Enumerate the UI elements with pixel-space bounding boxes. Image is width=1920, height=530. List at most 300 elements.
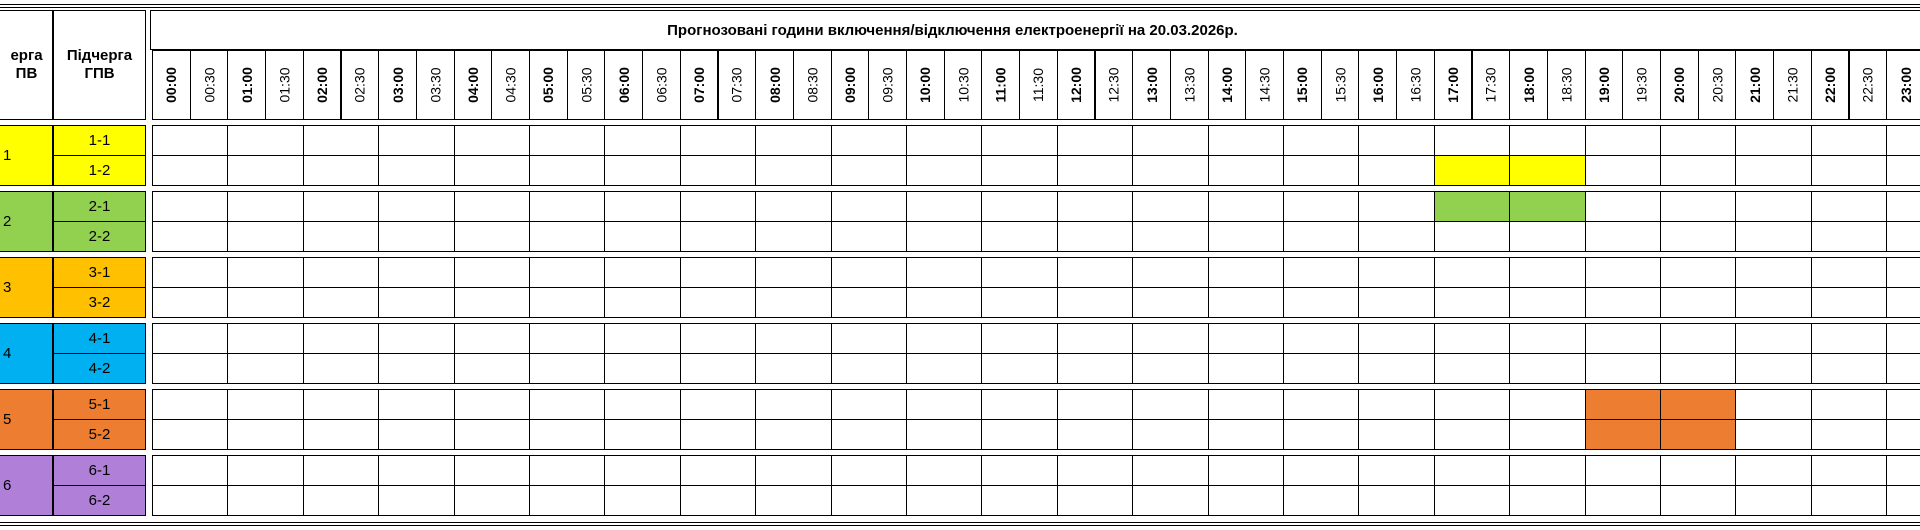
slot-4-1-11-00: [981, 323, 1057, 354]
time-header-15-30-label: 15:30: [1332, 67, 1349, 103]
slot-4-1-09-00: [831, 323, 907, 354]
slot-1-2-05-00: [529, 155, 605, 186]
slot-4-2-16-00: [1358, 353, 1434, 384]
slot-5-1-13-00: [1132, 389, 1208, 420]
time-header-10-30: [944, 50, 983, 120]
slot-3-1-08-00: [755, 257, 831, 288]
subqueue-cell-6-1-label: 6-1: [88, 462, 111, 479]
slot-1-1-20-00: [1660, 125, 1736, 156]
slot-3-1-04-00: [454, 257, 530, 288]
queue-cell-2: [0, 191, 53, 252]
slot-5-2-07-00: [680, 419, 756, 450]
slot-3-1-07-00: [680, 257, 756, 288]
slot-3-2-10-00: [906, 287, 982, 318]
subqueue-cell-5-2: [53, 419, 146, 450]
slot-6-2-15-00: [1283, 485, 1359, 516]
time-header-12-00: [1057, 50, 1096, 120]
queue-cell-1-label: 1: [3, 147, 12, 164]
slot-3-2-22-00: [1811, 287, 1887, 318]
time-header-02-00: [303, 50, 342, 120]
time-header-19-30-label: 19:30: [1633, 67, 1650, 103]
slot-3-2-14-00: [1208, 287, 1284, 318]
slot-6-1-18-00: [1509, 455, 1585, 486]
slot-5-2-12-00: [1057, 419, 1133, 450]
slot-2-1-13-00: [1132, 191, 1208, 222]
slot-3-1-03-00: [378, 257, 454, 288]
slot-5-2-01-00: [227, 419, 303, 450]
slot-6-2-05-00: [529, 485, 605, 516]
slot-2-1-23-00: [1886, 191, 1920, 222]
slot-5-1-11-00: [981, 389, 1057, 420]
subqueue-cell-2-2-label: 2-2: [88, 228, 111, 245]
slot-4-1-22-00: [1811, 323, 1887, 354]
slot-3-2-17-00: [1434, 287, 1510, 318]
slot-2-2-20-00: [1660, 221, 1736, 252]
slot-2-1-14-00: [1208, 191, 1284, 222]
slot-2-2-14-00: [1208, 221, 1284, 252]
slot-6-2-16-00: [1358, 485, 1434, 516]
slot-2-2-02-00: [303, 221, 379, 252]
time-header-04-30: [491, 50, 530, 120]
slot-5-1-06-00: [604, 389, 680, 420]
time-header-06-30-label: 06:30: [653, 67, 670, 103]
slot-3-1-22-00: [1811, 257, 1887, 288]
time-header-01-00: [227, 50, 266, 120]
time-header-07-00: [680, 50, 719, 120]
slot-5-2-23-00: [1886, 419, 1920, 450]
slot-6-2-04-00: [454, 485, 530, 516]
slot-5-2-10-00: [906, 419, 982, 450]
slot-1-1-05-00: [529, 125, 605, 156]
time-header-12-30: [1095, 50, 1134, 120]
slot-2-2-00-00: [152, 221, 228, 252]
queue-cell-5-label: 5: [3, 411, 12, 428]
slot-2-1-18-00: [1509, 191, 1585, 222]
slot-5-1-20-00: [1660, 389, 1736, 420]
slot-2-1-22-00: [1811, 191, 1887, 222]
slot-5-1-04-00: [454, 389, 530, 420]
slot-4-2-02-00: [303, 353, 379, 384]
slot-4-2-04-00: [454, 353, 530, 384]
slot-1-2-00-00: [152, 155, 228, 186]
slot-2-2-05-00: [529, 221, 605, 252]
slot-2-2-08-00: [755, 221, 831, 252]
slot-3-2-07-00: [680, 287, 756, 318]
slot-1-1-14-00: [1208, 125, 1284, 156]
slot-1-2-10-00: [906, 155, 982, 186]
slot-1-1-08-00: [755, 125, 831, 156]
slot-6-2-10-00: [906, 485, 982, 516]
slot-6-2-11-00: [981, 485, 1057, 516]
slot-1-2-18-00: [1509, 155, 1585, 186]
time-header-22-00: [1811, 50, 1850, 120]
slot-6-1-05-00: [529, 455, 605, 486]
slot-5-2-16-00: [1358, 419, 1434, 450]
queue-cell-4-label: 4: [3, 345, 12, 362]
slot-5-2-00-00: [152, 419, 228, 450]
slot-4-1-20-00: [1660, 323, 1736, 354]
slot-1-2-23-00: [1886, 155, 1920, 186]
slot-5-2-14-00: [1208, 419, 1284, 450]
slot-3-2-00-00: [152, 287, 228, 318]
subqueue-cell-3-2: [53, 287, 146, 318]
slot-5-2-17-00: [1434, 419, 1510, 450]
slot-6-2-08-00: [755, 485, 831, 516]
time-header-21-30: [1773, 50, 1812, 120]
time-header-11-30: [1019, 50, 1058, 120]
slot-1-2-06-00: [604, 155, 680, 186]
slot-4-2-15-00: [1283, 353, 1359, 384]
queue-cell-1: [0, 125, 53, 186]
slot-1-2-15-00: [1283, 155, 1359, 186]
slot-3-1-14-00: [1208, 257, 1284, 288]
slot-2-1-03-00: [378, 191, 454, 222]
time-header-13-30-label: 13:30: [1181, 67, 1198, 103]
time-header-03-00-label: 03:00: [389, 67, 406, 103]
time-header-18-30: [1547, 50, 1586, 120]
slot-3-2-16-00: [1358, 287, 1434, 318]
slot-3-1-13-00: [1132, 257, 1208, 288]
slot-6-2-02-00: [303, 485, 379, 516]
slot-1-2-21-00: [1735, 155, 1811, 186]
slot-2-2-23-00: [1886, 221, 1920, 252]
slot-4-2-12-00: [1057, 353, 1133, 384]
slot-5-1-02-00: [303, 389, 379, 420]
slot-4-2-08-00: [755, 353, 831, 384]
slot-4-1-21-00: [1735, 323, 1811, 354]
time-header-05-00: [529, 50, 568, 120]
slot-6-2-18-00: [1509, 485, 1585, 516]
time-header-18-00: [1509, 50, 1548, 120]
slot-4-1-18-00: [1509, 323, 1585, 354]
slot-3-2-15-00: [1283, 287, 1359, 318]
time-header-05-30: [567, 50, 606, 120]
subqueue-cell-4-2-label: 4-2: [88, 360, 111, 377]
slot-5-2-19-00: [1585, 419, 1661, 450]
slot-4-2-06-00: [604, 353, 680, 384]
slot-1-1-06-00: [604, 125, 680, 156]
time-header-18-00-label: 18:00: [1520, 67, 1537, 103]
slot-5-2-09-00: [831, 419, 907, 450]
slot-4-2-20-00: [1660, 353, 1736, 384]
time-header-19-00-label: 19:00: [1595, 67, 1612, 103]
slot-1-2-03-00: [378, 155, 454, 186]
time-header-16-30: [1396, 50, 1435, 120]
subqueue-cell-1-2: [53, 155, 146, 186]
slot-5-1-18-00: [1509, 389, 1585, 420]
slot-4-1-02-00: [303, 323, 379, 354]
slot-4-1-06-00: [604, 323, 680, 354]
slot-3-1-18-00: [1509, 257, 1585, 288]
subqueue-cell-3-1-label: 3-1: [88, 264, 111, 281]
slot-2-2-09-00: [831, 221, 907, 252]
slot-1-2-17-00: [1434, 155, 1510, 186]
slot-3-2-12-00: [1057, 287, 1133, 318]
schedule-title: [150, 10, 1920, 50]
slot-3-2-09-00: [831, 287, 907, 318]
slot-1-1-19-00: [1585, 125, 1661, 156]
slot-1-1-02-00: [303, 125, 379, 156]
slot-3-1-21-00: [1735, 257, 1811, 288]
slot-5-1-10-00: [906, 389, 982, 420]
time-header-21-00-label: 21:00: [1746, 67, 1763, 103]
slot-6-2-01-00: [227, 485, 303, 516]
time-header-02-30: [341, 50, 380, 120]
slot-1-2-02-00: [303, 155, 379, 186]
slot-2-1-15-00: [1283, 191, 1359, 222]
subqueue-header-label: Підчерга ГПВ: [66, 47, 133, 82]
time-header-07-30-label: 07:30: [728, 67, 745, 103]
time-header-08-30: [793, 50, 832, 120]
subqueue-cell-5-1-label: 5-1: [88, 396, 111, 413]
slot-2-1-09-00: [831, 191, 907, 222]
slot-4-2-21-00: [1735, 353, 1811, 384]
time-header-05-00-label: 05:00: [540, 67, 557, 103]
slot-2-1-00-00: [152, 191, 228, 222]
time-header-07-00-label: 07:00: [691, 67, 708, 103]
slot-4-1-10-00: [906, 323, 982, 354]
subqueue-cell-1-1-label: 1-1: [88, 132, 111, 149]
slot-3-1-00-00: [152, 257, 228, 288]
slot-1-2-14-00: [1208, 155, 1284, 186]
slot-4-1-16-00: [1358, 323, 1434, 354]
slot-4-2-05-00: [529, 353, 605, 384]
queue-cell-6: [0, 455, 53, 516]
slot-2-2-07-00: [680, 221, 756, 252]
time-header-20-30: [1698, 50, 1737, 120]
slot-1-1-04-00: [454, 125, 530, 156]
slot-1-1-17-00: [1434, 125, 1510, 156]
slot-1-1-23-00: [1886, 125, 1920, 156]
subqueue-cell-1-2-label: 1-2: [88, 162, 111, 179]
slot-1-1-16-00: [1358, 125, 1434, 156]
slot-1-1-10-00: [906, 125, 982, 156]
slot-4-2-11-00: [981, 353, 1057, 384]
slot-6-1-02-00: [303, 455, 379, 486]
slot-3-2-11-00: [981, 287, 1057, 318]
slot-6-1-00-00: [152, 455, 228, 486]
slot-4-2-07-00: [680, 353, 756, 384]
slot-3-2-05-00: [529, 287, 605, 318]
slot-6-1-03-00: [378, 455, 454, 486]
subqueue-cell-2-1-label: 2-1: [88, 198, 111, 215]
subqueue-cell-6-2-label: 6-2: [88, 492, 111, 509]
time-header-09-30-label: 09:30: [879, 67, 896, 103]
slot-4-1-04-00: [454, 323, 530, 354]
slot-3-1-19-00: [1585, 257, 1661, 288]
slot-5-2-22-00: [1811, 419, 1887, 450]
slot-1-1-11-00: [981, 125, 1057, 156]
slot-2-2-10-00: [906, 221, 982, 252]
time-header-16-00-label: 16:00: [1369, 67, 1386, 103]
slot-3-1-17-00: [1434, 257, 1510, 288]
slot-6-2-07-00: [680, 485, 756, 516]
slot-2-2-01-00: [227, 221, 303, 252]
subqueue-cell-6-2: [53, 485, 146, 516]
slot-2-2-15-00: [1283, 221, 1359, 252]
slot-1-1-13-00: [1132, 125, 1208, 156]
time-header-16-30-label: 16:30: [1407, 67, 1424, 103]
slot-4-1-07-00: [680, 323, 756, 354]
queue-cell-4: [0, 323, 53, 384]
slot-5-2-05-00: [529, 419, 605, 450]
time-header-13-00: [1132, 50, 1171, 120]
slot-3-1-05-00: [529, 257, 605, 288]
slot-2-1-11-00: [981, 191, 1057, 222]
slot-4-2-01-00: [227, 353, 303, 384]
time-header-12-30-label: 12:30: [1105, 67, 1122, 103]
slot-3-1-06-00: [604, 257, 680, 288]
slot-6-1-10-00: [906, 455, 982, 486]
slot-5-1-05-00: [529, 389, 605, 420]
slot-1-2-08-00: [755, 155, 831, 186]
slot-5-2-18-00: [1509, 419, 1585, 450]
slot-1-2-13-00: [1132, 155, 1208, 186]
slot-3-1-09-00: [831, 257, 907, 288]
slot-6-2-09-00: [831, 485, 907, 516]
subqueue-cell-3-2-label: 3-2: [88, 294, 111, 311]
slot-1-1-21-00: [1735, 125, 1811, 156]
slot-5-1-03-00: [378, 389, 454, 420]
slot-2-1-02-00: [303, 191, 379, 222]
slot-6-1-07-00: [680, 455, 756, 486]
time-header-06-00: [604, 50, 643, 120]
slot-6-1-12-00: [1057, 455, 1133, 486]
queue-cell-3: [0, 257, 53, 318]
subqueue-cell-2-1: [53, 191, 146, 222]
slot-5-2-21-00: [1735, 419, 1811, 450]
slot-2-2-04-00: [454, 221, 530, 252]
slot-2-1-19-00: [1585, 191, 1661, 222]
subqueue-cell-6-1: [53, 455, 146, 486]
slot-5-1-07-00: [680, 389, 756, 420]
slot-6-1-17-00: [1434, 455, 1510, 486]
slot-3-2-20-00: [1660, 287, 1736, 318]
slot-3-2-13-00: [1132, 287, 1208, 318]
slot-6-2-00-00: [152, 485, 228, 516]
time-header-22-30: [1849, 50, 1888, 120]
subqueue-cell-5-1: [53, 389, 146, 420]
slot-2-2-12-00: [1057, 221, 1133, 252]
slot-5-1-16-00: [1358, 389, 1434, 420]
time-header-09-00-label: 09:00: [841, 67, 858, 103]
schedule-title-text: Прогнозовані години включення/відключення електроенергії на 20.03.2026р.: [667, 21, 1238, 39]
slot-3-2-23-00: [1886, 287, 1920, 318]
slot-2-1-04-00: [454, 191, 530, 222]
queue-header: [0, 10, 53, 120]
slot-1-2-04-00: [454, 155, 530, 186]
slot-6-2-23-00: [1886, 485, 1920, 516]
slot-4-1-08-00: [755, 323, 831, 354]
slot-3-2-02-00: [303, 287, 379, 318]
slot-5-1-00-00: [152, 389, 228, 420]
slot-1-2-20-00: [1660, 155, 1736, 186]
time-header-01-00-label: 01:00: [238, 67, 255, 103]
time-header-01-30: [265, 50, 304, 120]
time-header-21-00: [1735, 50, 1774, 120]
slot-2-1-10-00: [906, 191, 982, 222]
slot-1-2-19-00: [1585, 155, 1661, 186]
slot-2-1-17-00: [1434, 191, 1510, 222]
slot-4-2-09-00: [831, 353, 907, 384]
slot-2-2-16-00: [1358, 221, 1434, 252]
slot-3-2-06-00: [604, 287, 680, 318]
time-header-10-30-label: 10:30: [955, 67, 972, 103]
slot-4-1-12-00: [1057, 323, 1133, 354]
time-header-04-00-label: 04:00: [464, 67, 481, 103]
time-header-00-00: [152, 50, 191, 120]
time-header-22-30-label: 22:30: [1859, 67, 1876, 103]
subqueue-cell-4-2: [53, 353, 146, 384]
slot-6-1-06-00: [604, 455, 680, 486]
slot-2-1-01-00: [227, 191, 303, 222]
slot-2-1-20-00: [1660, 191, 1736, 222]
slot-5-2-13-00: [1132, 419, 1208, 450]
slot-1-1-00-00: [152, 125, 228, 156]
time-header-03-30-label: 03:30: [427, 67, 444, 103]
slot-1-1-07-00: [680, 125, 756, 156]
slot-4-2-00-00: [152, 353, 228, 384]
slot-6-2-03-00: [378, 485, 454, 516]
slot-5-1-17-00: [1434, 389, 1510, 420]
time-header-15-00-label: 15:00: [1294, 67, 1311, 103]
slot-3-2-03-00: [378, 287, 454, 318]
slot-1-2-12-00: [1057, 155, 1133, 186]
slot-4-2-19-00: [1585, 353, 1661, 384]
slot-5-1-15-00: [1283, 389, 1359, 420]
slot-2-2-11-00: [981, 221, 1057, 252]
slot-5-2-08-00: [755, 419, 831, 450]
slot-1-1-22-00: [1811, 125, 1887, 156]
time-header-03-30: [416, 50, 455, 120]
time-header-14-30: [1245, 50, 1284, 120]
slot-4-2-18-00: [1509, 353, 1585, 384]
slot-2-1-07-00: [680, 191, 756, 222]
slot-6-1-08-00: [755, 455, 831, 486]
slot-4-1-23-00: [1886, 323, 1920, 354]
slot-5-1-08-00: [755, 389, 831, 420]
slot-5-2-06-00: [604, 419, 680, 450]
slot-5-2-15-00: [1283, 419, 1359, 450]
subqueue-header: [53, 10, 146, 120]
slot-6-2-06-00: [604, 485, 680, 516]
slot-6-2-20-00: [1660, 485, 1736, 516]
queue-cell-6-label: 6: [3, 477, 12, 494]
slot-5-2-04-00: [454, 419, 530, 450]
slot-5-1-01-00: [227, 389, 303, 420]
subqueue-cell-4-1-label: 4-1: [88, 330, 111, 347]
slot-1-1-09-00: [831, 125, 907, 156]
slot-3-2-18-00: [1509, 287, 1585, 318]
slot-2-1-08-00: [755, 191, 831, 222]
slot-1-1-01-00: [227, 125, 303, 156]
slot-6-2-14-00: [1208, 485, 1284, 516]
time-header-23-00: [1886, 50, 1920, 120]
slot-2-2-17-00: [1434, 221, 1510, 252]
time-header-12-00-label: 12:00: [1068, 67, 1085, 103]
slot-6-2-19-00: [1585, 485, 1661, 516]
slot-5-2-11-00: [981, 419, 1057, 450]
slot-1-1-12-00: [1057, 125, 1133, 156]
slot-3-1-15-00: [1283, 257, 1359, 288]
slot-5-1-22-00: [1811, 389, 1887, 420]
slot-2-2-03-00: [378, 221, 454, 252]
slot-1-1-03-00: [378, 125, 454, 156]
slot-2-1-16-00: [1358, 191, 1434, 222]
time-header-20-00: [1660, 50, 1699, 120]
slot-4-1-13-00: [1132, 323, 1208, 354]
subqueue-cell-3-1: [53, 257, 146, 288]
